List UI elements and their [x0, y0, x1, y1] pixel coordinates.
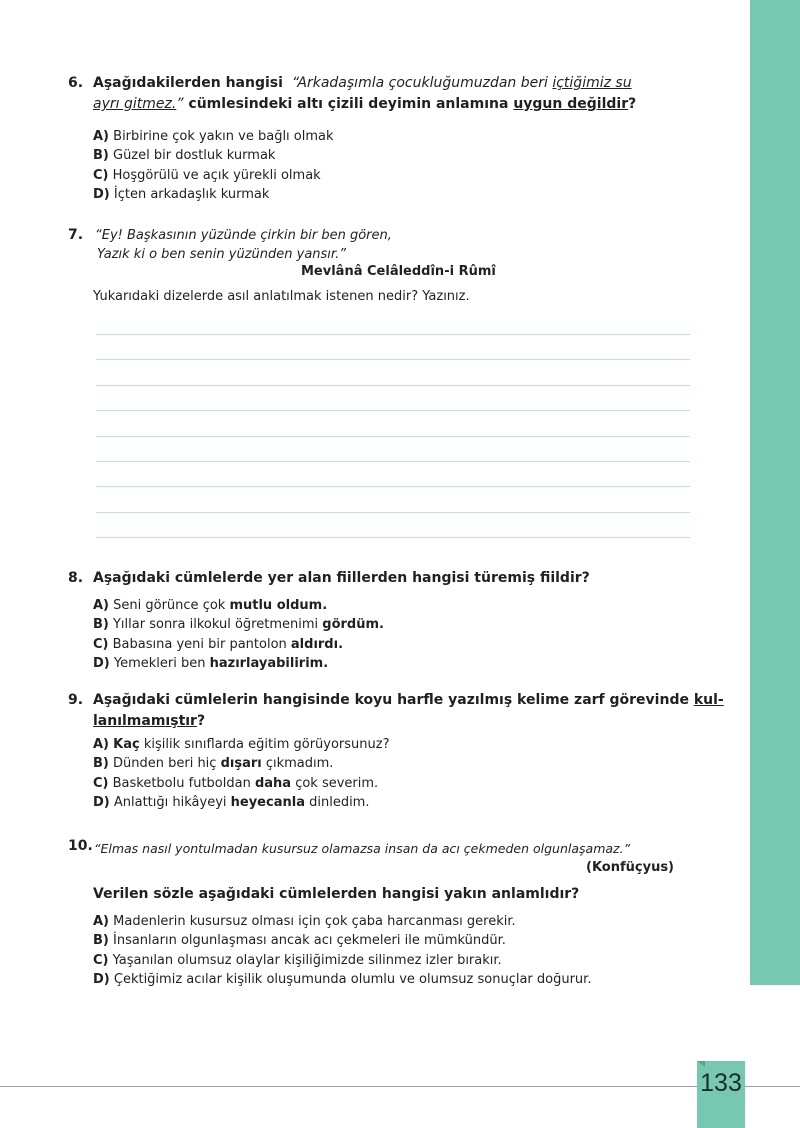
- q6-emphasis: uygun değildir: [513, 96, 629, 112]
- answer-line: [96, 461, 690, 462]
- page-number: 133: [700, 1069, 742, 1097]
- answer-line: [96, 436, 690, 437]
- q8-option-d: D) Yemekleri ben hazırlayabilirim.: [93, 656, 329, 672]
- q9-line-2-end: ?: [196, 713, 206, 729]
- tab-fold: [697, 1061, 705, 1067]
- question-6-number: 6.: [68, 75, 84, 91]
- q9-option-a: A) Kaç kişilik sınıflarda eğitim görüyorsunuz?: [93, 737, 390, 752]
- q6-idiom-1: içtiğimiz su: [552, 75, 632, 91]
- question-10-options: [93, 912, 591, 990]
- q9-option-d: D) Anlattığı hikâyeyi heyecanla dinledim.: [93, 795, 370, 811]
- q6-option-b: B) Güzel bir dostluk kurmak: [93, 148, 276, 164]
- question-10-number: 10.: [68, 838, 93, 854]
- q6-end: ?: [628, 96, 637, 112]
- question-8-text: Aşağıdaki cümlelerde yer alan fiillerden hangisi türemiş fiildir?: [93, 570, 590, 586]
- q6-idiom-2: ayrı gitmez.: [93, 96, 177, 112]
- question-6-options: [93, 127, 334, 205]
- question-8-number: 8.: [68, 570, 84, 586]
- q7-author: Mevlânâ Celâleddîn-i Rûmî: [301, 264, 496, 279]
- q9-line-1: Aşağıdaki cümlelerin hangisinde koyu harfle yazılmış kelime zarf görevinde: [93, 692, 694, 708]
- question-10-text: Verilen sözle aşağıdaki cümlelerden hangisi yakın anlamlıdır?: [93, 886, 580, 902]
- page-number-tab: [697, 1061, 745, 1128]
- q6-lead: Aşağıdakilerden hangisi: [93, 75, 283, 91]
- answer-line: [96, 512, 690, 513]
- q6-quote-open: “Arkadaşımla çocukluğumuzdan beri: [291, 75, 553, 91]
- answer-line: [96, 385, 690, 386]
- q6-quote-close: ”: [176, 96, 184, 112]
- q7-poem-line-1: “Ey! Başkasının yüzünde çirkin bir ben gören,: [95, 228, 392, 243]
- q9-option-b: B) Dünden beri hiç dışarı çıkmadım.: [93, 756, 334, 772]
- q10-option-b: B) İnsanların olgunlaşması ancak acı çekmeleri ile mümkündür.: [93, 933, 506, 949]
- question-9-text: [93, 690, 743, 732]
- q6-tail: cümlesindeki altı çizili deyimin anlamına: [183, 96, 514, 112]
- q8-option-b: B) Yıllar sonra ilkokul öğretmenimi gördüm.: [93, 617, 384, 633]
- q9-option-c: C) Basketbolu futboldan daha çok severim.: [93, 775, 379, 791]
- answer-line: [96, 486, 690, 487]
- q10-author: (Konfüçyus): [586, 860, 674, 875]
- answer-line: [96, 359, 690, 360]
- q8-option-c: C) Babasına yeni bir pantolon aldırdı.: [93, 636, 344, 652]
- q10-option-a: A) Madenlerin kusursuz olması için çok çaba harcanması gerekir.: [93, 914, 516, 929]
- q7-poem-line-2: Yazık ki o ben senin yüzünden yansır.”: [97, 247, 346, 262]
- q10-option-c: C) Yaşanılan olumsuz olaylar kişiliğimizde silinmez izler bırakır.: [93, 952, 502, 968]
- q7-prompt: Yukarıdaki dizelerde asıl anlatılmak istenen nedir? Yazınız.: [93, 289, 470, 304]
- q9-line-2-underlined: lanılmamıştır: [93, 713, 197, 729]
- answer-line: [96, 410, 690, 411]
- q6-option-d: D) İçten arkadaşlık kurmak: [93, 187, 270, 203]
- question-9-options: [93, 735, 389, 813]
- q7-poem: [95, 226, 392, 264]
- q6-option-c: C) Hoşgörülü ve açık yürekli olmak: [93, 167, 321, 183]
- q8-option-a: A) Seni görünce çok mutlu oldum.: [93, 598, 328, 613]
- question-6-text: [93, 73, 653, 115]
- q6-option-a: A) Birbirine çok yakın ve bağlı olmak: [93, 129, 334, 144]
- question-9-number: 9.: [68, 692, 84, 708]
- q9-line-1-underlined: kul-: [693, 692, 724, 708]
- answer-line: [96, 334, 690, 335]
- q10-option-d: D) Çektiğimiz acılar kişilik oluşumunda olumlu ve olumsuz sonuçlar doğurur.: [93, 972, 592, 988]
- side-color-band: [750, 0, 800, 985]
- answer-line: [96, 537, 690, 538]
- question-7-number: 7.: [68, 227, 84, 243]
- question-8-options: [93, 596, 384, 674]
- footer-rule: [0, 1086, 800, 1087]
- q10-quote: “Elmas nasıl yontulmadan kusursuz olamazsa insan da acı çekmeden olgunlaşamaz.”: [94, 841, 631, 856]
